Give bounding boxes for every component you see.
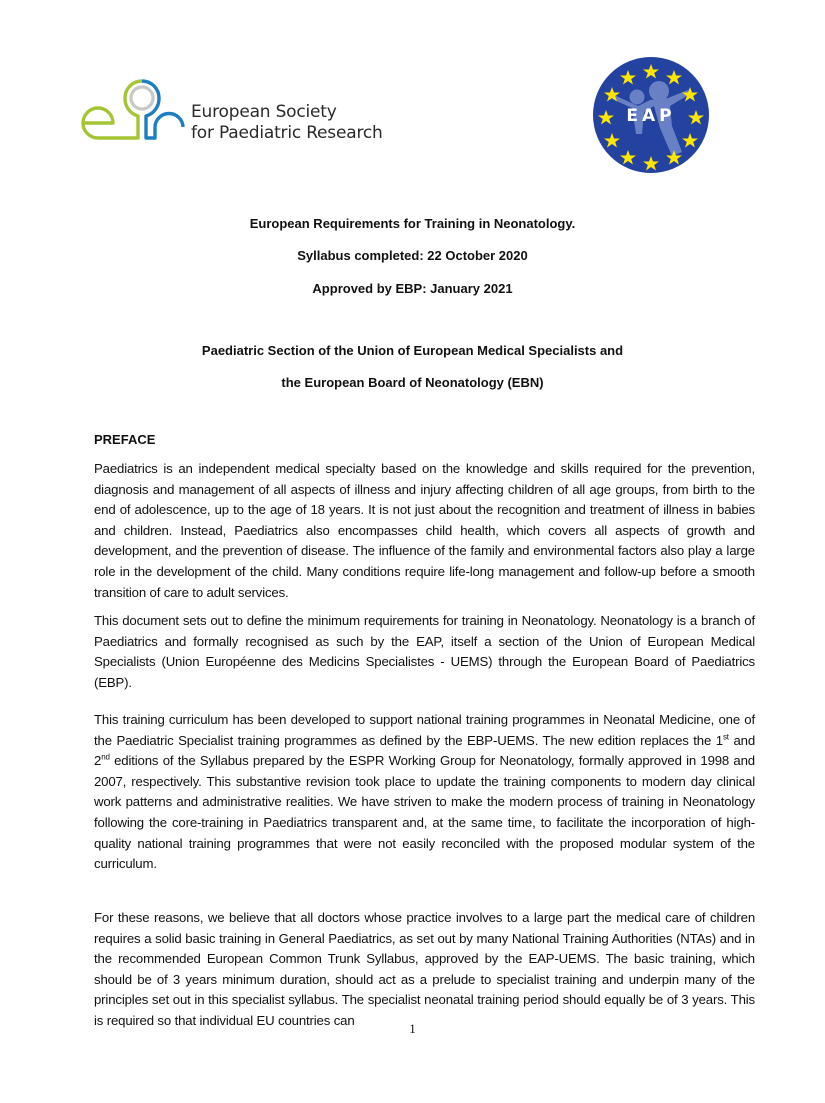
preface-heading: PREFACE bbox=[94, 432, 156, 447]
superscript-nd: nd bbox=[101, 752, 110, 762]
preface-paragraph-1: Paediatrics is an independent medical specialty based on the knowledge and skills required for the prevention, diagnosis and management of all aspects of illness and injury affecting children of all age groups, from birth to the end of adolescence, up to the age of 18 years. It is not just about the recognition and treatment of illness in babies and children. Instead, Paediatrics also encompasses child health, which covers all aspects of growth and development, and the prevention of disease. The influence of the family and environmental factors also play a large role in the development of the child. Many conditions require life-long management and follow-up before a smooth transition of care to adult services. bbox=[94, 461, 755, 600]
preface-paragraph-3 bbox=[94, 710, 755, 875]
espr-logo bbox=[80, 76, 390, 146]
preface-paragraph-2: This document sets out to define the minimum requirements for training in Neonatology. Neonatology is a branch of Paediatrics and formally recognised as such by the EAP, itself a section of the Union of European Medical Specialists (Union Européenne des Medicins Specialistes - UEMS) through the European Board of Paediatrics (EBP). bbox=[94, 613, 755, 690]
section-line-2: the European Board of Neonatology (EBN) bbox=[281, 375, 544, 390]
eap-logo bbox=[592, 56, 710, 174]
paragraph-3-text-a: This training curriculum has been developed to support national training programmes in Neonatal Medicine, one of the Paediatric Specialist training programmes as defined by the EBP-UEMS. The new edition replaces the 1 bbox=[94, 712, 755, 748]
section-line-1: Paediatric Section of the Union of European Medical Specialists and bbox=[201, 343, 624, 358]
espr-logo-mark-icon bbox=[80, 76, 185, 146]
espr-logo-line1: European Society bbox=[191, 102, 337, 122]
superscript-st: st bbox=[722, 732, 729, 742]
preface-paragraph-4: For these reasons, we believe that all doctors whose practice involves to a large part the medical care of children requires a solid basic training in General Paediatrics, as set out by many National Training Authorities (NTAs) and in the recommended European Common Trunk Syllabus, approved by the EAP-UEMS. The basic training, which should be of 3 years minimum duration, should act as a prelude to specialist training and underpin many of the principles set out in this specialist syllabus. The specialist neonatal training period should equally be of 3 years. This is required so that individual EU countries can bbox=[94, 910, 755, 1028]
espr-logo-text bbox=[191, 102, 383, 144]
approval-date: Approved by EBP: January 2021 bbox=[312, 281, 513, 296]
eap-logo-text: EAP bbox=[626, 106, 676, 126]
page-number: 1 bbox=[409, 1021, 416, 1036]
document-title: European Requirements for Training in Neonatology. bbox=[249, 216, 576, 231]
paragraph-3-text-b: and 2 bbox=[94, 732, 755, 769]
paragraph-3-text-c: editions of the Syllabus prepared by the ESPR Working Group for Neonatology, formally approved in 1998 and 2007, respectively. This substantive revision took place to update the training components to modern day clinical work patterns and administrative realities. We have striven to make the modern process of training in Neonatology following the core-training in Paediatrics transparent and, at the same time, to facilitate the incorporation of high-quality national training programmes that were not easily reconciled with the proposed modular system of the curriculum. bbox=[94, 753, 755, 872]
espr-logo-line2: for Paediatric Research bbox=[191, 123, 383, 143]
syllabus-completed-date: Syllabus completed: 22 October 2020 bbox=[297, 248, 528, 263]
